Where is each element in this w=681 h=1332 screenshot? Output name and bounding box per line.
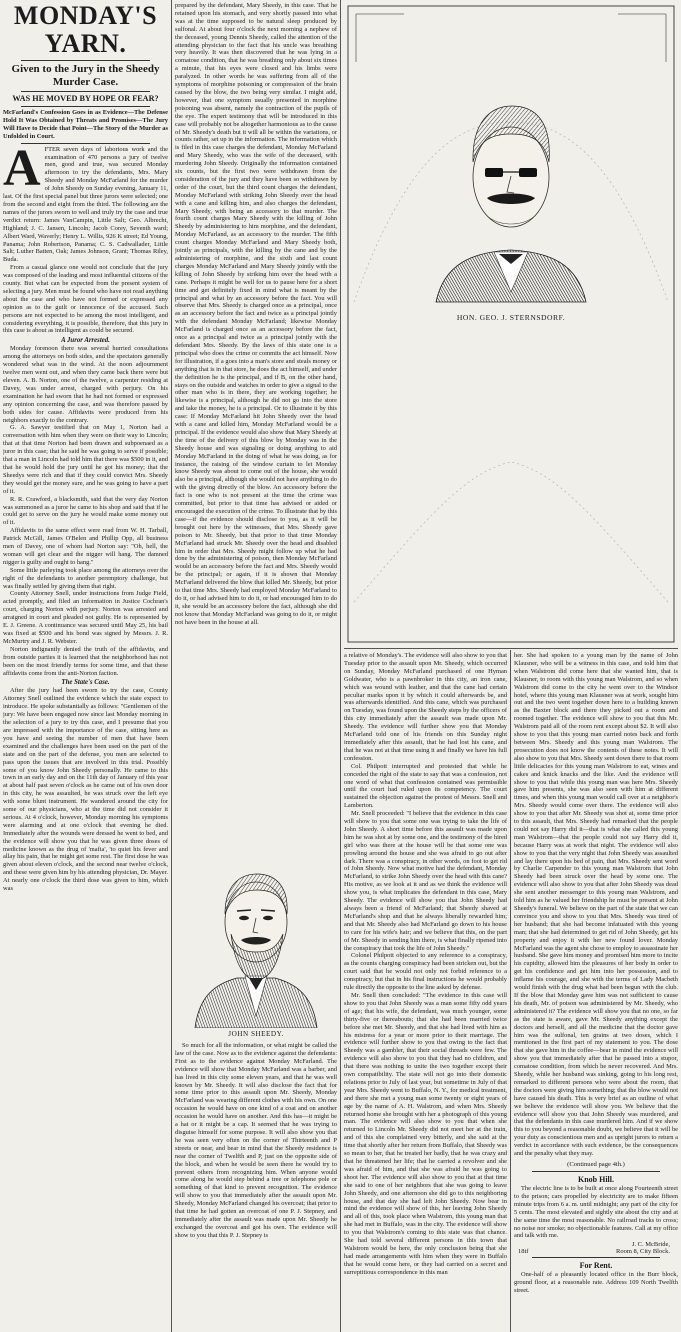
- knob-hill-notice-body: The electric line is to be built at once along Fourteenth street to the prison; cars propelled by electricity are to make fifteen minute trips from 6 a. m. until midnight; any part of the city for 5 cents. The most elevated and sightly site about the city and at the same time the most reasonable. No railroad tracks to cross; no noise nor smoke; no objectionable features. Call at my office and talk with me.: [514, 1185, 678, 1240]
- continued-note: (Continued page 4th.): [567, 1161, 625, 1168]
- headline-title: MONDAY'S YARN.: [13, 2, 158, 58]
- john-sheedy-portrait: [185, 856, 327, 1028]
- sternsdorf-engraving: [344, 2, 678, 646]
- article-paragraph: Norton indignantly denied the truth of the affidavits, and from outside parties it is learned that the neighborhood has not been on the most friendly terms for some time, and that these affidavits come from the anti-Norton faction.: [3, 645, 168, 677]
- article-paragraph: Affidavits to the same effect were read from W. H. Tarball, Patrick McGill, James O'Belen and Phillip Opp, all business men of Davey, one of whom had Norton say: "Oh, hell, the woman will get clear and the nigger will hang. The damned nigger is guilty and ought to hang.": [3, 527, 168, 566]
- john-sheedy-engraving: [185, 856, 327, 1028]
- article-paragraph: Col. Philpott interrupted and protested that while he conceded the right of the state to say that was a confession, not one word of what that confession contained was permissible until the court had ruled upon its competency. The court sustained the objection against the protest of Messrs. Snell and Lamberton.: [344, 762, 507, 810]
- section-heading: A Juror Arrested.: [61, 337, 110, 345]
- knob-hill-date-code: 18tf: [518, 1248, 529, 1256]
- article-paragraph: From a casual glance one would not conclude that the jury was composed of the leading and most influential citizens of the county. But what can be expected from the present system of selecting a jury. Men must be found who have not read anything about the case and who have not formed or expressed any opinion as to the guilt or innocence of the accused. Such persons are not expected to be among the most intelligent, and considering everything, it is possible, therefore, that this jury in this case is about as intelligent as could be secured.: [3, 264, 168, 335]
- headline-deck: WAS HE MOVED BY HOPE OR FEAR?: [12, 94, 159, 103]
- sternsdorf-portrait-frame: [344, 2, 678, 646]
- article-paragraph: [3, 139, 168, 265]
- article-paragraph: Colonel Philpott objected to any reference to a conspiracy, as the counts charging conspiracy had been stricken out, but the court said that he would not only not forbid reference to a conspiracy, but that in his final instructions he would probably rule directly the opposite to the line asked by defense.: [344, 952, 507, 992]
- knob-hill-footer: [518, 1248, 670, 1255]
- article-paragraph: her. She had spoken to a young man by the name of John Klausner, who will be a witness in this case, and told him that when Walstrom did come here that she wanted him, that is Klausner, to room with this young man Walstrom, and so when Walstrom did come to the city he went over to the Windsor hotel, where this young man Klausner was at work, sought him out and the two went together down here to a building known as the Baxter block and there they picked out a room and roomed together. The evidence will show to you that this Mr. Walstrom paid all of the room rent except about $2. It will also show to you that this young man carried notes back and forth between Mrs. Sheedy and this young man Walstrom. The prosecution does not know the contents of these notes. It will also show to you that Mrs. Sheedy sent down there to that room little delicacies for this young man Walstrom to eat, wines and cakes and knick knacks and the like. And the evidence will show to you that while this young man was here Mrs. Sheedy gave him presents, she was also seen with him at different times, and when this young man would call over at a neighbor's Mrs. Sheedy would come over there. The evidence will also show to you that after Mr. Sheedy was shot at, some time prior to this assault, that Mrs. Sheedy had remarked that the people could not say Harry did it—that is what she called this young man Walstrom—that the people could not say Harry did it, because Harry was at work that night. The evidence will also show to you that the very night that John Sheedy was assaulted and lay there upon his bed of pain, that Mrs. Sheedy sent word by Charlie Carpender to this young man Walstrom that John Sheedy had been struck over the head by some one. The evidence will also show to you that after John Sheedy was dead she sent another messenger to this young man Walstrom, and told him as he valued her friendship he must be present at John Sheedy's funeral. We believe on the part of the state that we can convince you and show to you that Mrs. Sheedy was tired of her husband; that she had become infatuated with this young man; that she had determined to get rid of John Sheedy, get his property and enjoy it with her new found lover. Monday McFarland was the agent she chose to employ to assassinate her husband. She gave him money and promised him more to incite his cupidity, allowed him the pleasures of her body in order to get his confidence and get him into her possession, and to inflame his courage, and she with the terms of Lady Macbeth would finish with the drug what had been begun with the club. If the blow that Monday gave him was not sufficient to cause his death, Mr. of poison was administered by Mr. Sheedy, who administered it? The evidence will show you that no one, so far as the state is aware, gave Mr. Sheedy anything except the doctors and herself, and all the medicine that the doctor gave him was the sulfonal, ten grains at two doses, which I mentioned in the first part of my statement to you. The dose that she gave him in the coffee—bear in mind the evidence will show you that immediately after that he passed into a stupor, comatose condition, from which he never recovered. And Mrs. Sheedy, while her husband was sinking, going to his long rest, remarked to different persons who were about the room, that the doctors were giving him something; that the blow would not have caused his death. This is very brief as an outline of what we believe the evidence will show you. We believe that the evidence will show you that John Sheedy was murdered, and that the defendants in this case murdered him. And if we show this to you beyond a reasonable doubt, we believe that it will be your duty as conscientious men and as upright jurors to return a verdict in accordance with such evidence, be the consequences and the penalty what they may.: [514, 652, 678, 1158]
- headline-rule: [21, 106, 150, 107]
- for-rent-notice-body: One-half of a pleasantly located office in the Burr block, ground floor, at a reasonable rate. Address 109 North Twelfth street.: [514, 1271, 678, 1295]
- section-heading: The State's Case.: [61, 679, 110, 687]
- john-sheedy-caption: JOHN SHEEDY.: [228, 1030, 284, 1038]
- article-paragraph: prepared by the defendant, Mary Sheedy, in this case. That he retained upon his stomach, and very shortly passed into what was at the time supposed to be natural sleep produced by sulfonal. At about four o'clock the next morning a nephew of the deceased, young Dennis Sheedy, called the attention of the attending physician to the fact that his uncle was breathing very heavily. It was then discovered that he was lying in a comatose condition, that he was breathing only about six times a minute, that his eyes were closed and his limbs were paralyzed. In other words he was suffering from all of the symptoms of morphine poisoning or compression of the brain caused by the blow, the two being very similar. I might add, however, that one symptom usually presented in morphine poisoning was absent, namely the contraction of the pupils of the eye. The expert testimony that will be introduced in this case will probably not be altogether harmonious as to the cause of Mr. Sheedy's death but it will all be within the variations, or counts rather, set up in the information. The information which is filed in this case charges the defendant, Monday McFarland and Mary Sheedy, who was the wife of the deceased, with murdering John Sheedy. Originally the information contained six counts, but the first two were withdrawn from the consideration of the jury and they have been so withdrawn by order of the court, but the third count charges the defendant, Monday McFarland with striking John Sheedy over the head with a cane and killing him, and also charges the defendant, Mary Sheedy, with being an accessory to that murder. The fourth count charges Mary Sheedy with the killing of John Sheedy by administering to him morphine, and the defendant, Monday McFarland, as an accessory to the murder. The fifth count charges Monday McFarland and Mary Sheedy both, jointly as principals, with the killing by the cane and by the administering of morphine, and the sixth and last count charges Monday McFarland and Mary Sheedy jointly with the killing of John Sheedy by striking him over the head with a cane. Perhaps it might be well for us to pause here for a short time and get definitely fixed in mind what is meant by the principal and what by an accessory before the fact. You will observe that Mrs. Sheedy is charged once as a principal, once as an accessory before the fact and twice as a principal jointly with the defendant Monday McFarland; likewise Monday McFarland is charged once as an accessory before the fact, once as a principal and twice as a principal jointly with the defendant Mrs. Sheedy. By the laws of this state one is a principal who does the crime or commits the act himself. Now for illustration, if a goes into a man's store and steals money or anything that is in that store, he does the act himself, and under the definition he is the principal, and if B, on the other hand, stays on the outside and watches in order to give a signal to the other man who is in there, they are working together; he likewise is a principal, although he did not go into the store and take the money, he is a principal. Or to illustrate it by this case: If Monday McFarland hit John Sheedy over the head with a cane and killed him, Monday McFarland would be a principal. If the evidence would also show that Mary Sheedy at the time of the delivery of this blow by Monday was in the Sheedy house and was signaling or doing anything to aid Monday McFarland in the doing of what he was doing, as for instance, the raising of the window curtain to let Monday know Sheedy was about to come out of the house, she would also be a principal, although she would not have anything to do with the giving directly of the blow. An accessory before the fact is one who is not present at the time the crime was committed, but prior to that time has advised or aided or encouraged the execution of the crime. To illustrate that by this case—if the evidence should disclose to you, as it will be brought out here by the witnesses, that Mrs. Sheedy gave poison to Mr. Sheedy, but that prior to that time Monday McFarland had struck Mr. Sheedy over the head and disabled him in order that Mrs. Sheedy might follow up what he had done by the administering of poison, then Monday McFarland would be an accessory before the fact and Mrs. Sheedy would be the principal; or again, if it is shown that Monday McFarland delivered the blow that killed Mr. Sheedy, but prior to that time Mrs. Sheedy had employed Monday McFarland to do it, or had advised him to do it, or had encouraged him to do it, she would be an accessory before the fact, although she did not know that Monday McFarland was going to do it, or might not have been in the house at all.: [175, 2, 337, 626]
- section-rule: [532, 1257, 660, 1258]
- knob-hill-address: Room 8, City Block.: [616, 1248, 670, 1256]
- column-3: [344, 652, 507, 1330]
- article-paragraph: Mr. Snell proceeded: "I believe that the evidence in this case will show to you that some one was trying to take the life of John Sheedy. A short time before this assault was made upon him he was shot at by some one, and the testimony of the hired girl who was there at the house will be that some one was prowling around the house and she was afraid to go out after dark. There was a conspiracy, in other words, on foot to get rid of John Sheedy. Now what motive had the defendant, Monday McFarland, to strike John Sheedy over the head with this cane? His motive, as we look at it and as we think the evidence will show you, is what implicates the defendant in this case, Mary Sheedy. The evidence will show you that John Sheedy had always been a friend of McFarland; that Sheedy shaved at McFarland's shop and that he always liberally rewarded him; and that Mr. Sheedy also had McFarland go down to his house to care for his wife's hair; and we believe that this, on the part of Mr. Sheedy in sending him there, is what finally ripened into the conspiracy that took the life of John Sheedy.": [344, 810, 507, 952]
- column-2-bottom: [175, 1042, 337, 1330]
- article-paragraph: After the jury had been sworn to try the case, County Attorney Snell outlined the evidence which the state expect to introduce. He spoke substantially as follows: "Gentlemen of the jury: We have been engaged now since last Monday morning in the selection of a jury to try this case, and I presume that you are impressed with the importance of the case, sitting here as you have and seeing the number of men that have been examined and the challenges have been used on the part of the state and on the part of the defense, you men are selected to pass upon the issues that are involved in this trial. Possibly some of you know John Sheedy personally. He came to this town in an early day and on the 11th day of January of this year at about half past seven o'clock as he came out of his own door in this city, he was assaulted, he was struck over the left eye with some blunt instrument. He wandered around the city for some of our physicians, who at the time did not consider it serious. At 4 o'clock, however, Monday morning his symptoms were alarming and at one o'clock that evening he died. Immediately after the wounds were dressed he went to bed, and the evidence will show you that he was given three doses of medicine known as the drug of 'mafia', 'to quiet his fever and allay his pain, that he might get some rest. The first dose he was given about eleven o'clock, and the second near twelve o'clock, and these were given him by his attending physician, Dr. Mayer. At nearly one o'clock the third dose was given to him, which was: [3, 687, 168, 893]
- headline-rule: [21, 91, 150, 92]
- article-paragraph: G. A. Sawyer testified that on May 1, Norton had a conversation with him when they were on their way to Lincoln; that at that time Norton had been drawn and subpoenaed as a juror in this case; that he said he was going to serve if possible; that a man in Lincoln had told him that there was $500 in it, and that he would hold the jury until he got his money; that the Sheedys were rich and that if they could convict Mrs. Sheedy they would get the money sure, and he was going to have a part of it.: [3, 424, 168, 495]
- column-4: [514, 652, 678, 1330]
- article-paragraph: R. R. Crawford, a blacksmith, said that the very day Norton was summoned as a juror he came to his shop and said that if he could get to serve on the jury he would make some money out of it.: [3, 495, 168, 527]
- for-rent-notice-title: For Rent.: [579, 1261, 613, 1271]
- knob-hill-notice-title: Knob Hill.: [577, 1175, 614, 1184]
- article-paragraph: Monday forenoon there was several hurried consultations among the attorneys on both sides, and the spectators generally wondered what was in the wind. At the noon adjournment twelve men went out, and when they came back there were but eleven. A. B. Norton, one of the twelve, a carpenter residing at Davey, was under arrest, charged with perjury. On his examination he had sworn that he had not formed or expressed any opinion concerning the case, and was therefore passed by both sides for cause. Affidavits were produced from his neighbors exactly to the contrary.: [3, 345, 168, 424]
- drop-cap: A: [3, 139, 41, 197]
- section-rule: [532, 1171, 660, 1172]
- column-rule: [340, 0, 341, 1332]
- knob-hill-signature: J. C. McBride,: [631, 1241, 670, 1249]
- column-1: [3, 2, 168, 1330]
- column-2-top: [175, 2, 337, 850]
- sternsdorf-caption: HON. GEO. J. STERNSDORF.: [456, 313, 566, 322]
- article-paragraph: Some little parleying took place among the attorneys over the right of the defendants to another peremptory challenge, but was finally settled by giving them that right.: [3, 566, 168, 590]
- headline-subtitle: Given to the Jury in the Sheedy Murder Case.: [11, 63, 160, 88]
- article-paragraph: a relative of Monday's. The evidence will also show to you that Tuesday prior to the assault upon Mr. Sheedy, which occurred on Sunday, Monday McFarland purchased of one Hyman Goldwater, who is a pawnbroker in this city, an iron cane, which was wound with leather, and that the cane had certain peculiar marks upon it by which it could afterwards be, and was afterwards identified. And this cane, which was purchased on Tuesday, was found upon the Sheedy steps by the officers of this city immediately after the assault was made upon Mr. Sheedy. The evidence will further show you that Monday McFarland told one of his friends on this Sunday night immediately after this assault, that he had lost his cane, and that he was not at that time using it and finally we have his full confession.: [344, 652, 507, 762]
- article-lead-text: FTER seven days of laborious work and the examination of 470 persons a jury of twelve men, good and true, was secured Monday afternoon to try the defendants, Mrs. Mary Sheedy and Monday McFarland for the murder of John Sheedy on Sunday evening, January 11, last. Of the first special panel but three jurors were selected; one from the second and eight from the third. The following are the names of the jurors sworn to well and truly try the case and true verdict return: James VanCampin, Little Salt; Geo. Albrecht, Highland; J. C. Jansen, Lincoln; Jacob Corey, Seventh ward; Albert Ward, Waverly; Henry L. Willis, 926 K street; Ed Young, Panama; John Robertson, Panama; C. S. Cadwallader, Little Salt; Luther Batten, Oak; James Johnson, Grant; Thomas Riley, Buda.: [3, 145, 168, 264]
- article-paragraph: Mr. Snell then concluded: "The evidence in this case will show to you that John Sheedy was a man some fifty odd years of age; that his wife, the defendant, was much younger, some thirty-five or thereabouts; that she had been married twice before she met Mr. Sheedy, and that she had lived with him as his mistress for a year or more prior to their marriage. The evidence will further show to you that owing to the fact that Sheedy was a gambler, that their social threads were few. The evidence will also show to you that they had no children, and that there was nothing to unite the two together except their own compatibility. The state will not go into their domestic relations prior to July of last year, but sometime in July of that year Mrs. Sheedy went to Buffalo, N. Y., for medical treatment, and there she met a young man some twenty or eight years of age by the name of A. H. Walstrom, and when Mrs. Sheedy returned home she brought with her a photograph of this young man. The evidence will also show to you that when she returned to Lincoln Mr. Sheedy did not meet her at the train, and of this she complained very bitterly, and she said at the time that shortly after her return from Buffalo, that Sheedy was so mean to her, that he treated her badly, that he was crazy and that he threatened her life; that he carried a revolver and she was afraid of him, and that she was afraid he was going to shoot her. The evidence will also show to you that at that time she said to one of her neighbors that she was going to leave John Sheedy, and one afternoon she did go to this neighboring house, and that day she had left John Sheedy. Now bear in mind the evidence will show of this, her leaving John Sheedy and all of this, took place when Walstrom, this young man that she had met in Buffalo, was in the city. The evidence will show to you that Walstrom's coming to this state was that chance. She had told several different persons in this town that Walstrom would be here, the only conclusion being that she had made arrangements with him when they were in Buffalo that he would come here, or they had carried on a secret and surreptitious correspondence in this man: [344, 991, 507, 1276]
- column-rule: [171, 0, 172, 1332]
- article-paragraph: County Attorney Snell, under instructions from Judge Field, acted promptly, and filed an information in Justice Cochran's court, charging Norton with perjury. Norton was arrested and arraigned in court and pleaded not guilty. He is represented by E. J. Greene. A continuance was secured until May 25, his bail was fixed at $500 and his bond was signed by Messrs. J. R. McMurtry and J. R. Webster.: [3, 590, 168, 645]
- article-paragraph: So much for all the information, or what might be called the law of the case. Now as to the evidence against the defendants: First as to the evidence against Monday McFarland. The evidence will show that Monday McFarland was a barber, and has lived in this city some eleven years, and that he was well known by Mr. Sheedy. It will also disclose the fact that for some time prior to this assault upon Mr. Sheedy, Monday McFarland was wearing different clothes with his own. On one occasion he would have on one kind of a coat and on another occasion he would have on another. And this has—it might be a hat or it might be a cap. It seemed that he was trying to disguise himself for some purpose. It will also show you that he was seen very often on the corner of Thirteenth and P streets or near, and bear in mind that the Sheedy residence is near the corner of Twelfth and P, just on the opposite side of the block, and when he would be seen there he would try to prevent others from recognizing him. When anyone would come along he would step behind a tree or telephone pole or something of that kind to prevent recognition. The evidence will show to you that immediately after the assault upon Mr. Sheedy, Monday McFarland changed his overcoat; that prior to that time he had gotten an overcoat of one P. J. Stepney, and immediately after the assault was made upon Mr. Sheedy he exchanged the overcoat and got his own. The evidence will show to you that this P. J. Stepney is: [175, 1042, 337, 1239]
- headline-rule: [21, 60, 150, 61]
- column-rule: [510, 650, 511, 1332]
- headline-summary: McFarland's Confession Goes in as Evidence—The Defense Hold It Was Obtained by Threats and Promises—The Jury Will Have to Decide that Point—The Story of the Murder as Unfolded in Court.: [3, 109, 168, 140]
- portrait-rule: [344, 648, 678, 649]
